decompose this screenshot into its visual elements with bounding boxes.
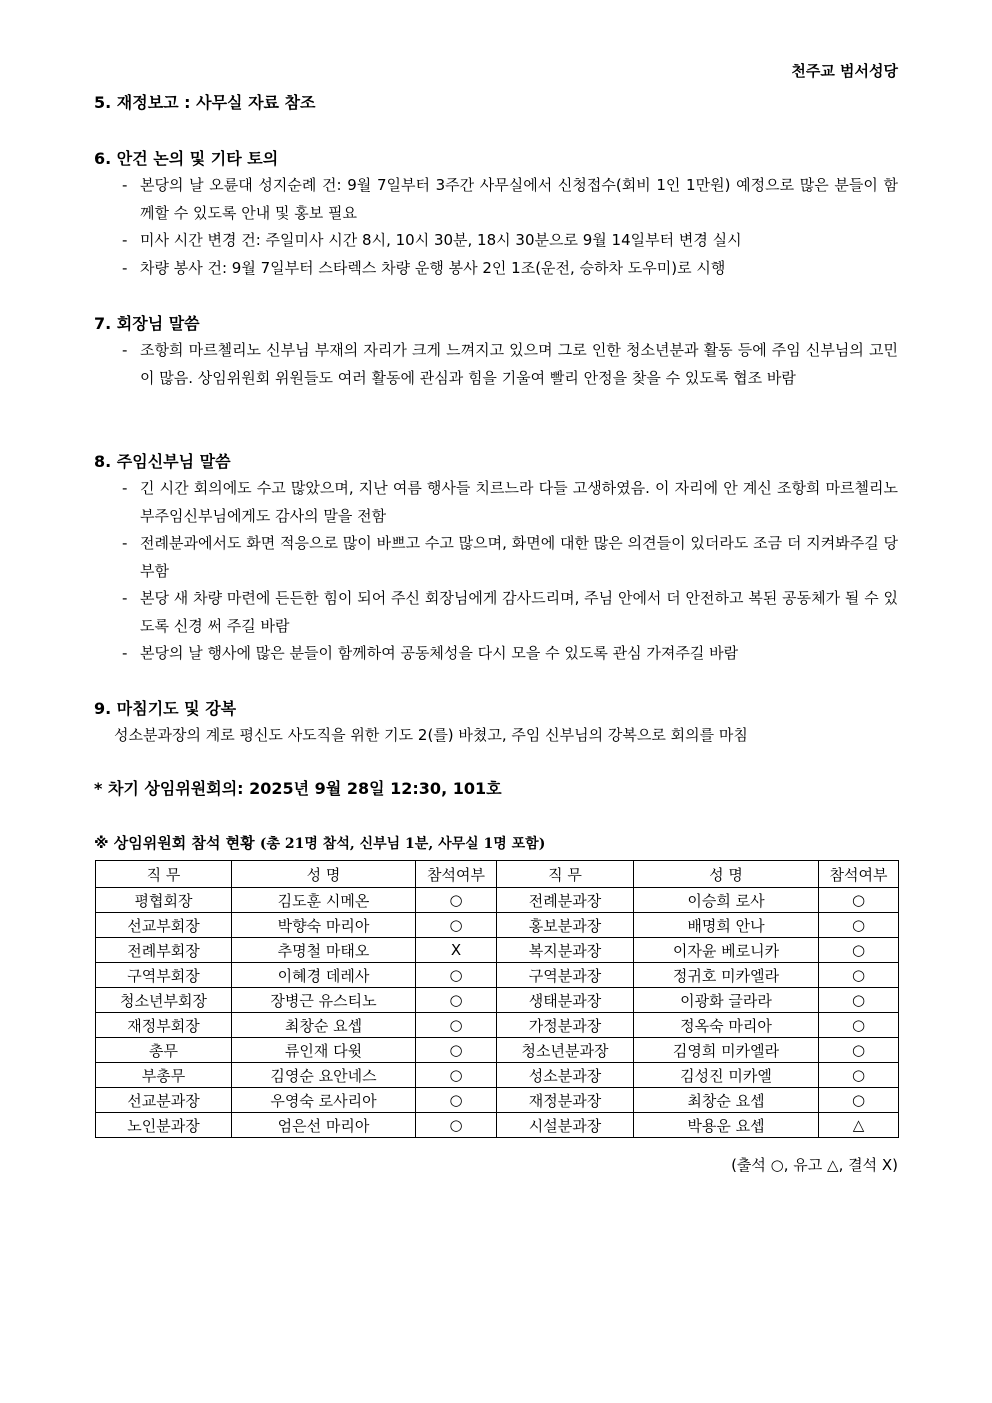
column-header: 직 무 <box>497 861 634 888</box>
table-cell: 엄은선 마리아 <box>232 1113 416 1138</box>
bullet-list <box>94 337 898 392</box>
table-cell: 재정부회장 <box>96 1013 232 1038</box>
table-cell: ○ <box>416 1088 497 1113</box>
list-item: - 차량 봉사 건: 9월 7일부터 스타렉스 차량 운행 봉사 2인 1조(운전, 승하차 도우미)로 시행 <box>122 255 898 283</box>
section-heading: 8. 주임신부님 말씀 <box>94 452 231 471</box>
table-cell: ○ <box>416 1113 497 1138</box>
table-cell: ○ <box>819 1063 899 1088</box>
list-item: - 본당의 날 오륜대 성지순례 건: 9월 7일부터 3주간 사무실에서 신청접수(회비 1인 1만원) 예정으로 많은 분들이 함께할 수 있도록 안내 및 홍보 필요 <box>122 172 898 227</box>
table-cell: ○ <box>416 1038 497 1063</box>
table-cell: ○ <box>819 1013 899 1038</box>
table-cell: 구역분과장 <box>497 963 634 988</box>
section-heading: 5. 재정보고 : 사무실 자료 참조 <box>94 93 316 112</box>
table-cell: 김도훈 시메온 <box>232 888 416 913</box>
attendance-table-body <box>96 888 899 1138</box>
table-cell: 가정분과장 <box>497 1013 634 1038</box>
table-cell: ○ <box>819 1088 899 1113</box>
attendance-title <box>94 832 545 853</box>
attendance-legend: (출석 ○, 유고 △, 결석 X) <box>731 1156 898 1174</box>
list-item: - 본당 새 차량 마련에 든든한 힘이 되어 주신 회장님에게 감사드리며, 주님 안에서 더 안전하고 복된 공동체가 될 수 있도록 신경 써 주길 바람 <box>122 585 898 640</box>
section-pastor-remarks <box>94 449 898 668</box>
table-row <box>96 1013 899 1038</box>
table-cell: 박향숙 마리아 <box>232 913 416 938</box>
table-row <box>96 1088 899 1113</box>
table-cell: 배명희 안나 <box>634 913 819 938</box>
table-cell: 김영희 미카엘라 <box>634 1038 819 1063</box>
table-cell: 최창순 요셉 <box>634 1088 819 1113</box>
list-item: - 전례분과에서도 화면 적응으로 많이 바쁘고 수고 많으며, 화면에 대한 많은 의견들이 있더라도 조금 더 지켜봐주길 당부함 <box>122 530 898 585</box>
column-header: 참석여부 <box>819 861 899 888</box>
section-heading: 7. 회장님 말씀 <box>94 314 200 333</box>
table-cell: 우영숙 로사리아 <box>232 1088 416 1113</box>
table-cell: 이혜경 데레사 <box>232 963 416 988</box>
table-cell: ○ <box>819 913 899 938</box>
column-header: 직 무 <box>96 861 232 888</box>
table-cell: ○ <box>416 1063 497 1088</box>
table-cell: 류인재 다윗 <box>232 1038 416 1063</box>
attendance-note: (총 21명 참석, 신부님 1분, 사무실 1명 포함) <box>259 836 546 852</box>
table-cell: 평협회장 <box>96 888 232 913</box>
table-row <box>96 988 899 1013</box>
table-cell: 장병근 유스티노 <box>232 988 416 1013</box>
table-cell: 이자윤 베로니카 <box>634 938 819 963</box>
table-row <box>96 1038 899 1063</box>
table-cell: 청소년분과장 <box>497 1038 634 1063</box>
table-row <box>96 1113 899 1138</box>
section-closing-prayer <box>94 696 898 750</box>
table-cell: ○ <box>416 913 497 938</box>
table-cell: 박용운 요셉 <box>634 1113 819 1138</box>
table-cell: 성소분과장 <box>497 1063 634 1088</box>
table-cell: 총무 <box>96 1038 232 1063</box>
table-cell: 전례부회장 <box>96 938 232 963</box>
column-header: 참석여부 <box>416 861 497 888</box>
table-cell: ○ <box>416 1013 497 1038</box>
table-cell: 추명철 마태오 <box>232 938 416 963</box>
list-item: - 미사 시간 변경 건: 주일미사 시간 8시, 10시 30분, 18시 30분으로 9월 14일부터 변경 실시 <box>122 227 898 255</box>
table-cell: 정귀호 미카엘라 <box>634 963 819 988</box>
attendance-table <box>95 860 899 1138</box>
table-cell: 구역부회장 <box>96 963 232 988</box>
table-cell: 정옥숙 마리아 <box>634 1013 819 1038</box>
table-cell: ○ <box>416 988 497 1013</box>
table-cell: ○ <box>819 938 899 963</box>
table-cell: 최창순 요셉 <box>232 1013 416 1038</box>
table-row <box>96 913 899 938</box>
table-cell: 김성진 미카엘 <box>634 1063 819 1088</box>
list-item: - 본당의 날 행사에 많은 분들이 함께하여 공동체성을 다시 모을 수 있도록 관심 가져주길 바람 <box>122 640 898 668</box>
table-row <box>96 1063 899 1088</box>
column-header: 성 명 <box>634 861 819 888</box>
section-agenda <box>94 146 898 282</box>
table-cell: 전례분과장 <box>497 888 634 913</box>
table-cell: X <box>416 938 497 963</box>
table-row <box>96 938 899 963</box>
table-cell: ○ <box>416 963 497 988</box>
table-cell: ○ <box>819 963 899 988</box>
table-cell: 선교부회장 <box>96 913 232 938</box>
table-cell: △ <box>819 1113 899 1138</box>
section-heading: 9. 마침기도 및 강복 <box>94 699 237 718</box>
table-row <box>96 963 899 988</box>
table-cell: 이승희 로사 <box>634 888 819 913</box>
table-cell: 부총무 <box>96 1063 232 1088</box>
table-cell: 이광화 글라라 <box>634 988 819 1013</box>
attendance-title-text: ※ 상임위원회 참석 현황 <box>94 834 255 852</box>
bullet-list <box>94 172 898 282</box>
list-item: - 긴 시간 회의에도 수고 많았으며, 지난 여름 행사들 치르느라 다들 고생하였음. 이 자리에 안 계신 조항희 마르첼리노 부주임신부님에게도 감사의 말을 전함 <box>122 475 898 530</box>
column-header: 성 명 <box>232 861 416 888</box>
bullet-list <box>94 475 898 668</box>
section-finance <box>94 90 898 116</box>
table-header-row <box>96 861 899 888</box>
church-name: 천주교 범서성당 <box>791 62 898 80</box>
table-row <box>96 888 899 913</box>
closing-text: 성소분과장의 계로 평신도 사도직을 위한 기도 2(를) 바쳤고, 주임 신부님의 강복으로 회의를 마침 <box>114 726 748 744</box>
table-cell: 김영순 요안네스 <box>232 1063 416 1088</box>
table-cell: 청소년부회장 <box>96 988 232 1013</box>
table-cell: 선교분과장 <box>96 1088 232 1113</box>
next-meeting: * 차기 상임위원회의: 2025년 9월 28일 12:30, 101호 <box>94 779 502 798</box>
list-item: - 조항희 마르첼리노 신부님 부재의 자리가 크게 느껴지고 있으며 그로 인한 청소년분과 활동 등에 주임 신부님의 고민이 많음. 상임위원회 위원들도 여러 활동에 관심과 힘을 기울여 빨리 안정을 찾을 수 있도록 협조 바람 <box>122 337 898 392</box>
table-cell: ○ <box>416 888 497 913</box>
table-cell: 홍보분과장 <box>497 913 634 938</box>
table-cell: ○ <box>819 988 899 1013</box>
section-president-remarks <box>94 311 898 392</box>
section-heading: 6. 안건 논의 및 기타 토의 <box>94 149 279 168</box>
table-cell: 재정분과장 <box>497 1088 634 1113</box>
table-cell: 생태분과장 <box>497 988 634 1013</box>
table-cell: 시설분과장 <box>497 1113 634 1138</box>
table-cell: 노인분과장 <box>96 1113 232 1138</box>
table-cell: ○ <box>819 888 899 913</box>
table-cell: ○ <box>819 1038 899 1063</box>
table-cell: 복지분과장 <box>497 938 634 963</box>
